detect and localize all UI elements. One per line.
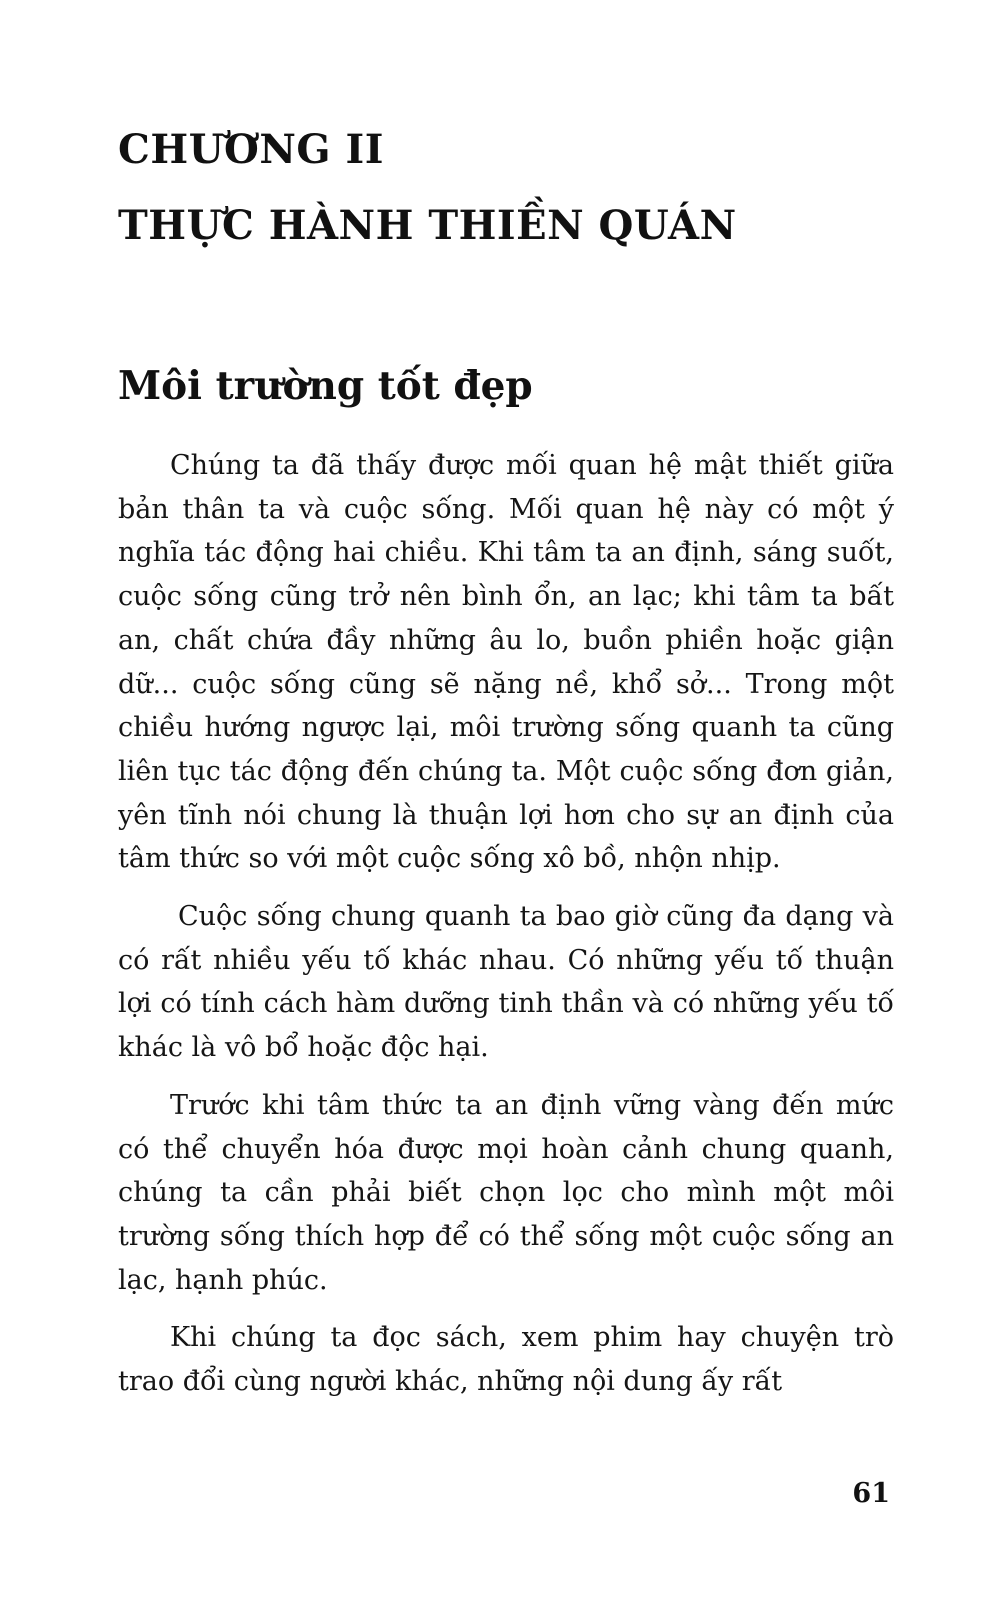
paragraph: Trước khi tâm thức ta an định vững vàng đến mức có thể chuyển hóa được mọi hoàn cảnh chung quanh, chúng ta cần phải biết chọn lọc cho mình một môi trường sống thích hợp để có thể sống một cuộc sống an lạc, hạnh phúc. <box>118 1089 894 1296</box>
page-number: 61 <box>852 1478 890 1509</box>
paragraph: Cuộc sống chung quanh ta bao giờ cũng đa dạng và có rất nhiều yếu tố khác nhau. Có những yếu tố thuận lợi có tính cách hàm dưỡng tinh thần và có những yếu tố khác là vô bổ hoặc độc hại. <box>118 901 894 1064</box>
section-heading: Môi trường tốt đẹp <box>118 363 533 409</box>
chapter-title: THỰC HÀNH THIỀN QUÁN <box>118 202 737 249</box>
paragraph: Chúng ta đã thấy được mối quan hệ mật thiết giữa bản thân ta và cuộc sống. Mối quan hệ này có một ý nghĩa tác động hai chiều. Khi tâm ta an định, sáng suốt, cuộc sống cũng trở nên bình ổn, an lạc; khi tâm ta bất an, chất chứa đầy những âu lo, buồn phiền hoặc giận dữ... cuộc sống cũng sẽ nặng nề, khổ sở... Trong một chiều hướng ngược lại, môi trường sống quanh ta cũng liên tục tác động đến chúng ta. Một cuộc sống đơn giản, yên tĩnh nói chung là thuận lợi hơn cho sự an định của tâm thức so với một cuộc sống xô bồ, nhộn nhịp. <box>118 450 894 875</box>
body-text <box>118 444 894 1404</box>
paragraph: Khi chúng ta đọc sách, xem phim hay chuyện trò trao đổi cùng người khác, những nội dung ấy rất <box>118 1322 894 1398</box>
chapter-label: CHƯƠNG II <box>118 126 384 173</box>
book-page <box>118 0 894 1600</box>
